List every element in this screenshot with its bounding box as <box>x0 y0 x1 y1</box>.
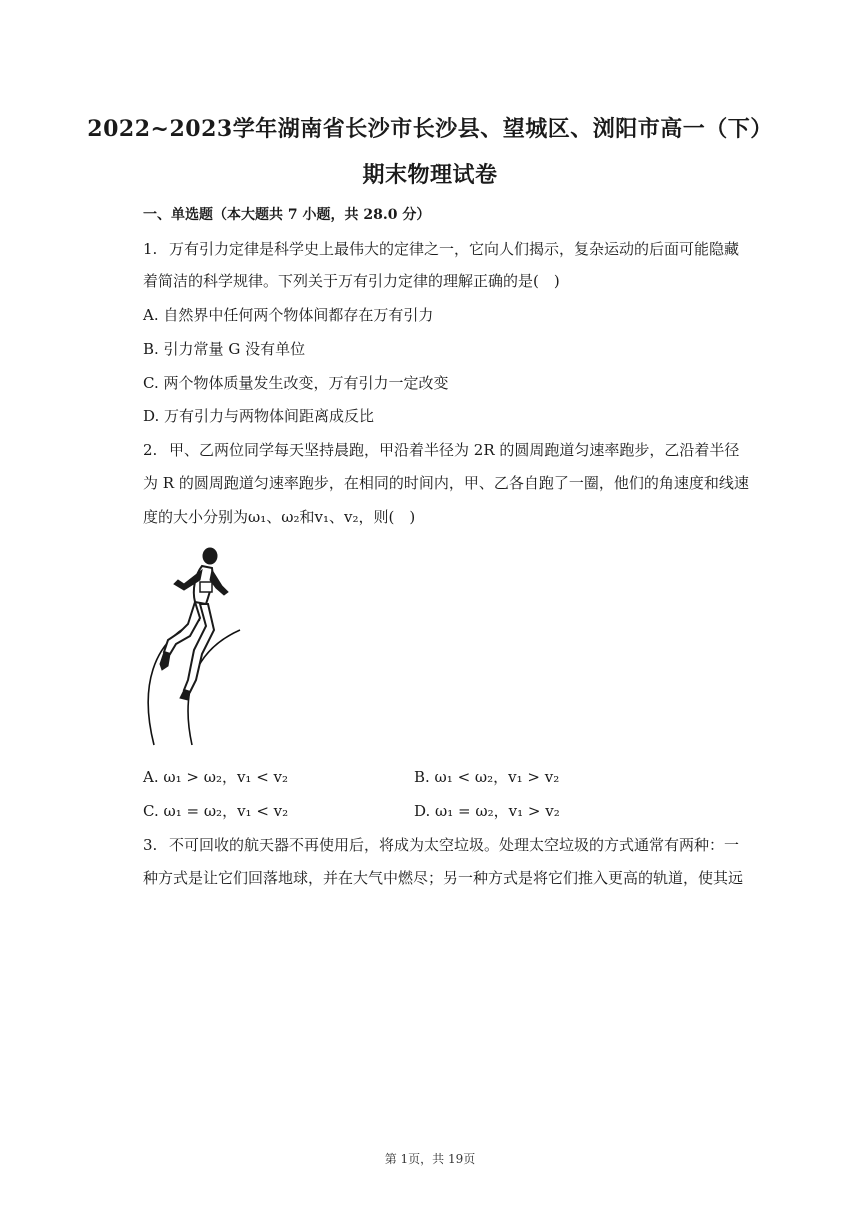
q1-number: 1. <box>143 240 158 258</box>
q2-option-b: B. ω₁ < ω₂，v₁ > v₂ <box>414 768 560 786</box>
q1-option-a: A. 自然界中任何两个物体间都存在万有引力 <box>143 306 434 324</box>
q3-line-1 <box>143 834 739 855</box>
runner-figure <box>160 548 228 700</box>
q1-option-c: C. 两个物体质量发生改变，万有引力一定改变 <box>143 374 449 392</box>
q2-line-2: 为 R 的圆周跑道匀速率跑步，在相同的时间内，甲、乙各自跑了一圈，他们的角速度和线速 <box>143 474 749 492</box>
q2-option-c: C. ω₁ = ω₂，v₁ < v₂ <box>143 802 289 820</box>
section-heading: 一、单选题（本大题共 7 小题，共 28.0 分） <box>143 207 431 223</box>
title-line-2: 期末物理试卷 <box>362 162 498 188</box>
runner-on-track-illustration <box>140 540 250 750</box>
q2-line-1 <box>143 439 739 460</box>
q1-text-1: 万有引力定律是科学史上最伟大的定律之一，它向人们揭示，复杂运动的后面可能隐藏 <box>169 240 740 258</box>
q1-option-b: B. 引力常量 G 没有单位 <box>143 340 306 358</box>
q2-option-d: D. ω₁ = ω₂，v₁ > v₂ <box>414 802 560 820</box>
q3-number: 3. <box>143 836 158 854</box>
q2-option-a: A. ω₁ > ω₂，v₁ < v₂ <box>143 768 289 786</box>
q1-option-d: D. 万有引力与两物体间距离成反比 <box>143 407 375 425</box>
q2-text-1: 甲、乙两位同学每天坚持晨跑，甲沿着半径为 2R 的圆周跑道匀速率跑步，乙沿着半径 <box>169 441 740 459</box>
page-footer: 第 1页，共 19页 <box>384 1152 476 1166</box>
q1-line-1 <box>143 238 739 259</box>
q2-number: 2. <box>143 441 158 459</box>
q2-line-3: 度的大小分别为ω₁、ω₂和v₁、v₂，则( ) <box>143 508 416 526</box>
q3-text-1: 不可回收的航天器不再使用后，将成为太空垃圾。处理太空垃圾的方式通常有两种：一 <box>169 836 740 854</box>
title-line-1: 2022~2023学年湖南省长沙市长沙县、望城区、浏阳市高一（下） <box>87 116 773 142</box>
q3-line-2: 种方式是让它们回落地球，并在大气中燃尽；另一种方式是将它们推入更高的轨道，使其远 <box>143 869 744 887</box>
q1-line-2: 着简洁的科学规律。下列关于万有引力定律的理解正确的是( ) <box>143 272 560 290</box>
